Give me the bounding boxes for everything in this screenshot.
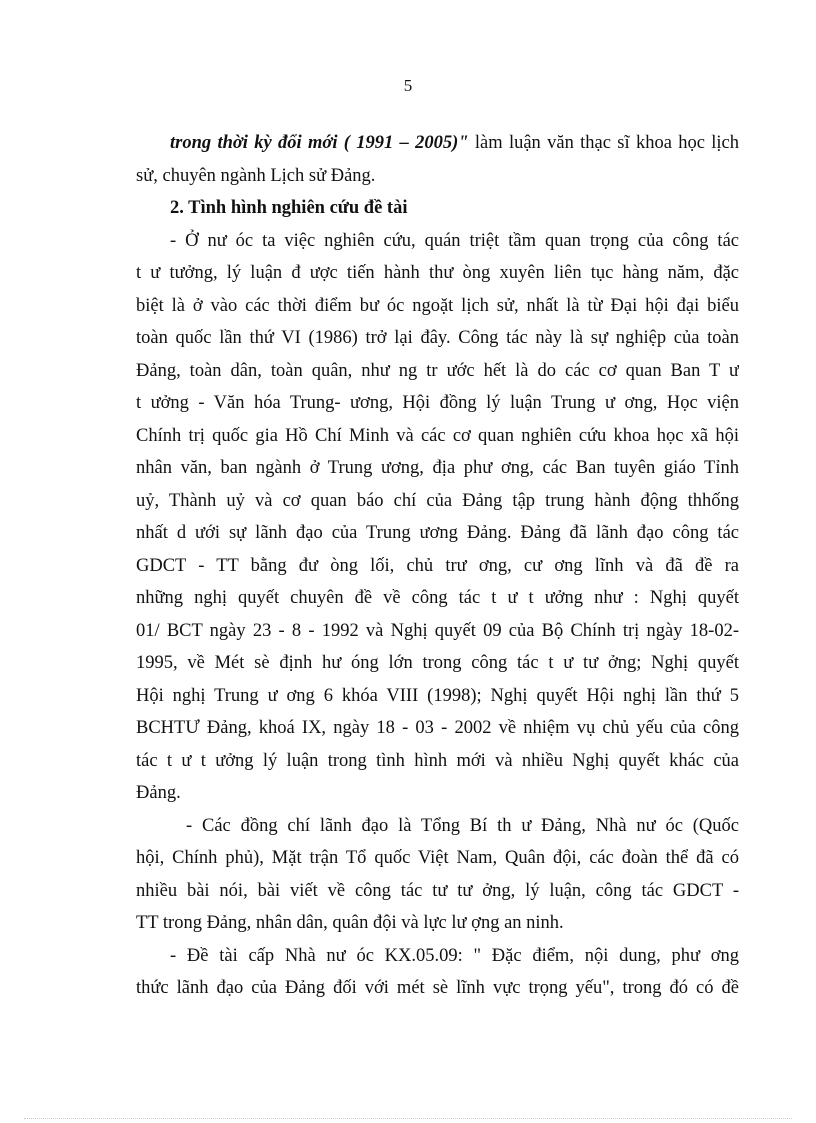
paragraph-line: toàn quốc lần thứ VI (1986) trở lại đây. Công tác này là sự nghiệp của toàn	[136, 328, 739, 348]
intro-line	[136, 127, 739, 160]
thesis-title-italic: trong thời kỳ đổi mới ( 1991 – 2005)"	[170, 133, 469, 153]
body-text	[136, 127, 739, 1005]
paragraph-line: Đảng.	[136, 783, 181, 803]
paragraph-line: GDCT - TT bằng đư òng lối, chủ trư ơng, cư ơng lĩnh và đã đề ra	[136, 555, 739, 576]
paragraph-line: TT trong Đảng, nhân dân, quân đội và lực lư ợng an ninh.	[136, 913, 564, 933]
paragraph-line: t ư tưởng, lý luận đ ược tiến hành thư òng xuyên liên tục hàng năm, đặc	[136, 263, 739, 283]
page-number: 5	[403, 76, 413, 95]
paragraph-line: biệt là ở vào các thời điểm bư óc ngoặt lịch sử, nhất là từ Đại hội đại biểu	[136, 295, 739, 316]
paragraph-line: nhất d ưới sự lãnh đạo của Trung ương Đảng. Đảng đã lãnh đạo công tác	[136, 523, 739, 543]
paragraph-line: hội, Chính phủ), Mặt trận Tổ quốc Việt Nam, Quân đội, các đoàn thể đã có	[136, 848, 739, 868]
paragraph-line: thức lãnh đạo của Đảng đối với mét sè lĩnh vực trọng yếu", trong đó có đề	[136, 978, 739, 998]
page-bottom-divider	[24, 1118, 792, 1119]
section-heading: 2. Tình hình nghiên cứu đề tài	[170, 198, 408, 218]
paragraph-line: tác t ư t ưởng lý luận trong tình hình mới và nhiều Nghị quyết khác của	[136, 750, 739, 771]
paragraph-line: những nghị quyết chuyên đề về công tác t ư t ưởng như : Nghị quyết	[136, 588, 739, 608]
paragraph-line: 1995, về Mét sè định hư óng lớn trong công tác t ư tư ởng; Nghị quyết	[136, 653, 739, 673]
paragraph-line: nhân văn, ban ngành ở Trung ương, địa phư ơng, các Ban tuyên giáo Tỉnh	[136, 458, 739, 478]
paragraph-line: BCHTƯ Đảng, khoá IX, ngày 18 - 03 - 2002 về nhiệm vụ chủ yếu của công	[136, 718, 739, 738]
paragraph-line: 01/ BCT ngày 23 - 8 - 1992 và Nghị quyết 09 của Bộ Chính trị ngày 18-02-	[136, 620, 739, 641]
paragraph-line: - Đề tài cấp Nhà nư óc KX.05.09: " Đặc điểm, nội dung, phư ơng	[170, 945, 739, 966]
paragraph-line: Đảng, toàn dân, toàn quân, như ng tr ước hết là do các cơ quan Ban T ư	[136, 360, 739, 381]
intro-line: sử, chuyên ngành Lịch sử Đảng.	[136, 165, 376, 186]
paragraph-line: uỷ, Thành uỷ và cơ quan báo chí của Đảng tập trung hành động thhống	[136, 490, 739, 511]
paragraph-line: Chính trị quốc gia Hồ Chí Minh và các cơ quan nghiên cứu khoa học xã hội	[136, 425, 739, 446]
intro-line-rest: làm luận văn thạc sĩ khoa học lịch	[468, 133, 739, 153]
paragraph-line: Hội nghị Trung ư ơng 6 khóa VIII (1998); Nghị quyết Hội nghị lần thứ 5	[136, 685, 739, 706]
paragraph-line: nhiều bài nói, bài viết về công tác tư tư ởng, lý luận, công tác GDCT -	[136, 880, 739, 901]
paragraph-line: - Các đồng chí lãnh đạo là Tổng Bí th ư Đảng, Nhà nư óc (Quốc	[186, 815, 739, 836]
paragraph-line: t ưởng - Văn hóa Trung- ương, Hội đồng lý luận Trung ư ơng, Học viện	[136, 393, 739, 413]
paragraph-line: - Ở nư óc ta việc nghiên cứu, quán triệt tầm quan trọng của công tác	[170, 230, 739, 251]
